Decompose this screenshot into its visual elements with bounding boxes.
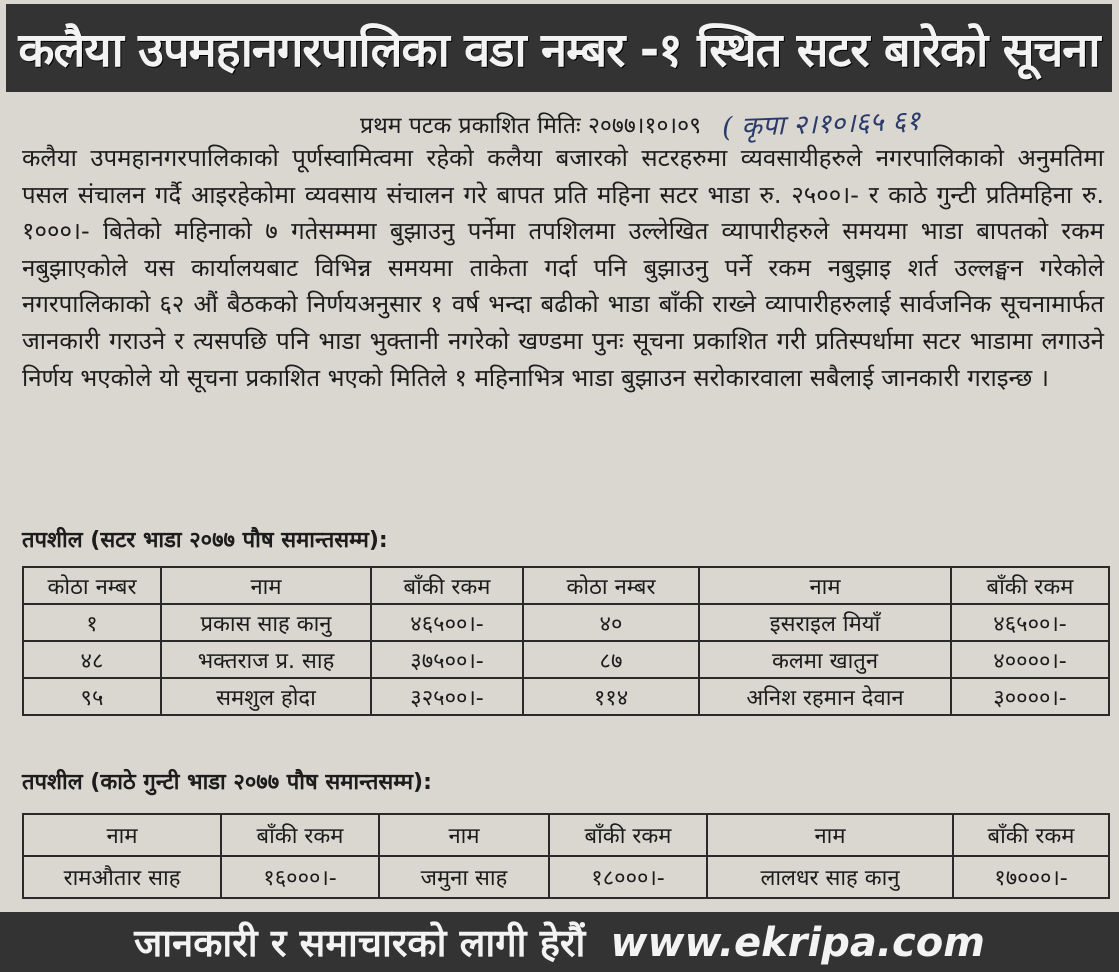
footer-banner	[0, 912, 1119, 972]
header-balance: बाँकी रकम	[221, 814, 379, 856]
kiosk-table-heading: तपशील (काठे गुन्टी भाडा २०७७ पौष समान्तसम्म):	[22, 770, 432, 795]
name-cell: प्रकास साह कानु	[161, 604, 371, 641]
name-cell: जमुना साह	[379, 856, 549, 898]
header-name: नाम	[23, 814, 221, 856]
balance-cell: १७०००।-	[953, 856, 1109, 898]
publication-date: प्रथम पटक प्रकाशित मितिः २०७७।१०।०९	[360, 113, 702, 139]
header-room-number: कोठा नम्बर	[523, 567, 699, 604]
header-balance: बाँकी रकम	[953, 814, 1109, 856]
balance-cell: ३२५००।-	[371, 678, 523, 715]
header-banner	[6, 4, 1112, 92]
footer-text: जानकारी र समाचारको लागी हेरौं	[134, 921, 586, 965]
balance-cell: ३७५००।-	[371, 641, 523, 678]
table-row	[23, 856, 1109, 898]
header-balance: बाँकी रकम	[549, 814, 707, 856]
table-header-row	[23, 814, 1109, 856]
header-balance: बाँकी रकम	[371, 567, 523, 604]
name-cell: लालधर साह कानु	[707, 856, 953, 898]
footer-url: www.ekripa.com	[610, 920, 985, 966]
room-number-cell: ४०	[523, 604, 699, 641]
header-balance: बाँकी रकम	[951, 567, 1109, 604]
publication-line	[360, 104, 1119, 144]
header-room-number: कोठा नम्बर	[23, 567, 161, 604]
room-number-cell: ४८	[23, 641, 161, 678]
room-number-cell: ९५	[23, 678, 161, 715]
name-cell: कलमा खातुन	[699, 641, 951, 678]
table-row	[23, 604, 1109, 641]
kiosk-rent-table	[22, 813, 1110, 899]
name-cell: रामऔतार साह	[23, 856, 221, 898]
name-cell: भक्तराज प्र. साह	[161, 641, 371, 678]
name-cell: समशुल होदा	[161, 678, 371, 715]
shutter-rent-table	[22, 566, 1110, 716]
name-cell: इसराइल मियाँ	[699, 604, 951, 641]
header-name: नाम	[699, 567, 951, 604]
table-row	[23, 641, 1109, 678]
header-name: नाम	[707, 814, 953, 856]
table-row	[23, 678, 1109, 715]
balance-cell: १८०००।-	[549, 856, 707, 898]
balance-cell: १६०००।-	[221, 856, 379, 898]
balance-cell: ४६५००।-	[951, 604, 1109, 641]
notice-body: कलैया उपमहानगरपालिकाको पूर्णस्वामित्वमा रहेको कलैया बजारको सटरहरुमा व्यवसायीहरुले नगरपालिकाको अनुमतिमा पसल संचालन गर्दै आइरहेकोमा व्यवसाय संचालन गरे बापत प्रति महिना सटर भाडा रु. २५००।- र काठे गुन्टी प्रतिमहिना रु. १०००।- बितेको महिनाको ७ गतेसम्ममा बुझाउनु पर्नेमा तपशिलमा उल्लेखित व्यापारीहरुले समयमा भाडा बापतको रकम नबुझाएकोले यस कार्यालयबाट विभिन्न समयमा ताकेता गर्दा पनि बुझाउनु पर्ने रकम नबुझाइ शर्त उल्लङ्घन गरेकोले नगरपालिकाको ६२ औं बैठकको निर्णयअनुसार १ वर्ष भन्दा बढीको भाडा बाँकी राख्ने व्यापारीहरुलाई सार्वजनिक सूचनामार्फत जानकारी गराउने र त्यसपछि पनि भाडा भुक्तानी नगरेको खण्डमा पुनः सूचना प्रकाशित गरी प्रतिस्पर्धामा सटर भाडामा लगाउने निर्णय भएकोले यो सूचना प्रकाशित भएको मितिले १ महिनाभित्र भाडा बुझाउन सरोकारवाला सबैलाई जानकारी गराइन्छ ।	[22, 144, 1104, 392]
balance-cell: ३००००।-	[951, 678, 1109, 715]
header-name: नाम	[161, 567, 371, 604]
handwritten-note: ( कृपा २।१०।६५ ६१	[721, 105, 922, 144]
room-number-cell: ११४	[523, 678, 699, 715]
table-header-row	[23, 567, 1109, 604]
room-number-cell: ८७	[523, 641, 699, 678]
header-name: नाम	[379, 814, 549, 856]
shutter-table-heading: तपशील (सटर भाडा २०७७ पौष समान्तसम्म):	[22, 528, 388, 553]
room-number-cell: १	[23, 604, 161, 641]
balance-cell: ४००००।-	[951, 641, 1109, 678]
balance-cell: ४६५००।-	[371, 604, 523, 641]
notice-title: कलैया उपमहानगरपालिका वडा नम्बर -१ स्थित सटर बारेको सूचना	[18, 23, 1100, 78]
name-cell: अनिश रहमान देवान	[699, 678, 951, 715]
footer-line	[134, 916, 985, 968]
